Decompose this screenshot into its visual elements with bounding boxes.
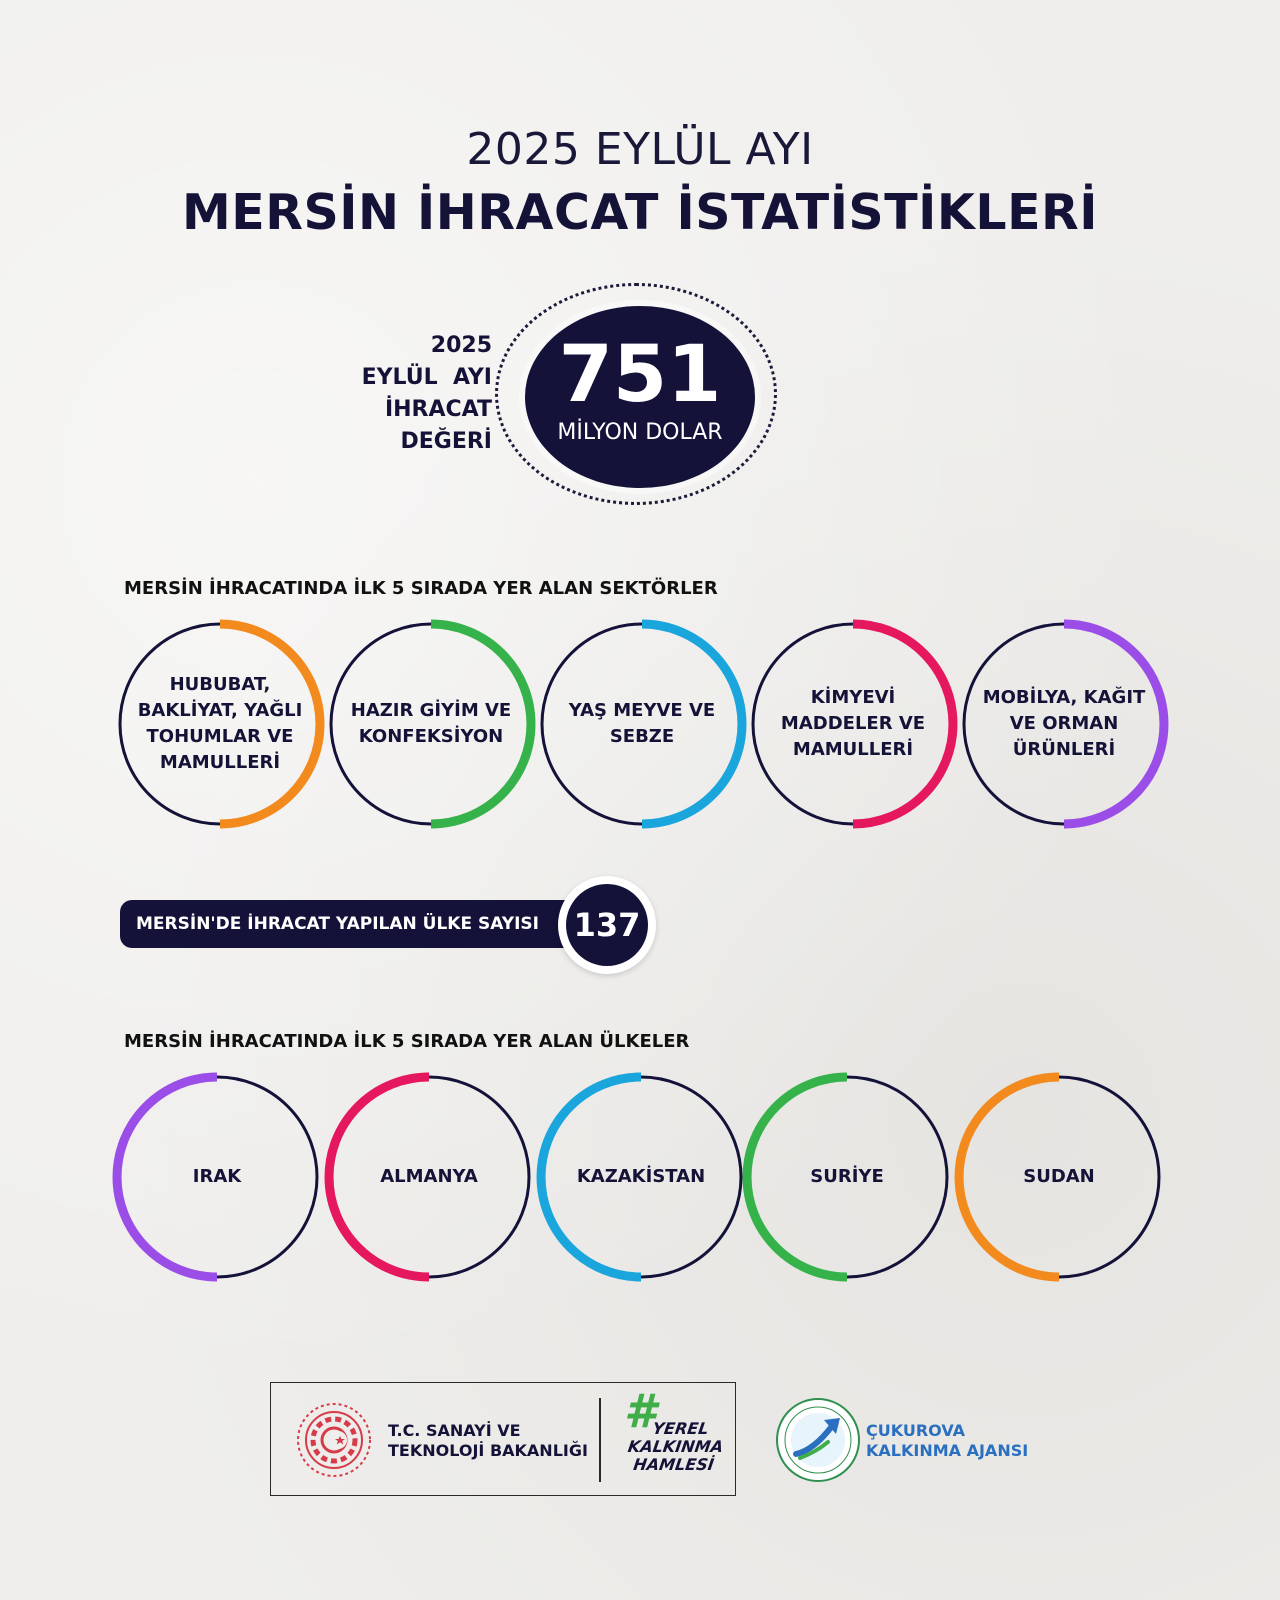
ministry-name-line: T.C. SANAYİ VE [388,1421,521,1440]
sector-item [111,615,329,833]
hashtag-line: YEREL [651,1419,710,1438]
country-name: IRAK [192,1166,242,1187]
export-label-line: DEĞERİ [400,429,492,454]
country-name: KAZAKİSTAN [576,1166,706,1187]
country-name: ALMANYA [380,1166,478,1187]
sector-name: KİMYEVİ MADDELER VE MAMULLERİ [780,687,926,760]
hashtag-line: KALKINMA [626,1437,725,1456]
export-value-amount: 751 [558,330,722,420]
sector-name: HAZIR GİYİM VE KONFEKSİYON [350,700,512,747]
agency-name-line: ÇUKUROVA [866,1421,966,1440]
hashtag-icon: # [624,1384,657,1438]
export-label-line: EYLÜL AYI [361,365,492,390]
country-item [108,1068,326,1286]
hashtag-logo-text [624,1419,725,1474]
ministry-logo-icon [294,1397,374,1483]
ministry-name [388,1421,588,1461]
country-name: SURİYE [810,1166,884,1187]
export-label-line: 2025 [430,333,492,358]
sector-name: MOBİLYA, KAĞIT VE ORMAN ÜRÜNLERİ [982,687,1146,760]
country-item [950,1068,1168,1286]
countries-heading: MERSİN İHRACATINDA İLK 5 SIRADA YER ALAN ÜLKELER [124,1031,690,1052]
sector-item [322,615,540,833]
page-title-line1: 2025 EYLÜL AYI [466,124,814,175]
sector-item [955,615,1173,833]
page-title-line2: MERSİN İHRACAT İSTATİSTİKLERİ [182,184,1098,241]
country-item [532,1068,750,1286]
country-name: SUDAN [1023,1166,1095,1187]
country-item [320,1068,538,1286]
sector-item [533,615,751,833]
agency-logo-icon [774,1396,862,1484]
ministry-name-line: TEKNOLOJİ BAKANLIĞI [388,1441,588,1460]
agency-name-line: KALKINMA AJANSI [866,1441,1029,1460]
country-count-label: MERSİN'DE İHRACAT YAPILAN ÜLKE SAYISI [136,914,539,934]
country-count-value: 137 [566,884,648,966]
export-value-unit: MİLYON DOLAR [557,420,723,445]
hashtag-line: HAMLESİ [632,1455,716,1474]
sector-name: HUBUBAT, BAKLİYAT, YAĞLI TOHUMLAR VE MAMULLERİ [137,674,303,773]
sectors-heading: MERSİN İHRACATINDA İLK 5 SIRADA YER ALAN SEKTÖRLER [124,578,718,599]
agency-name [866,1421,1028,1461]
export-label-line: İHRACAT [384,397,492,422]
sector-name: YAŞ MEYVE VE SEBZE [568,700,716,747]
export-value-label [320,330,492,458]
sector-item [744,615,962,833]
footer-divider [599,1398,601,1482]
country-item [738,1068,956,1286]
